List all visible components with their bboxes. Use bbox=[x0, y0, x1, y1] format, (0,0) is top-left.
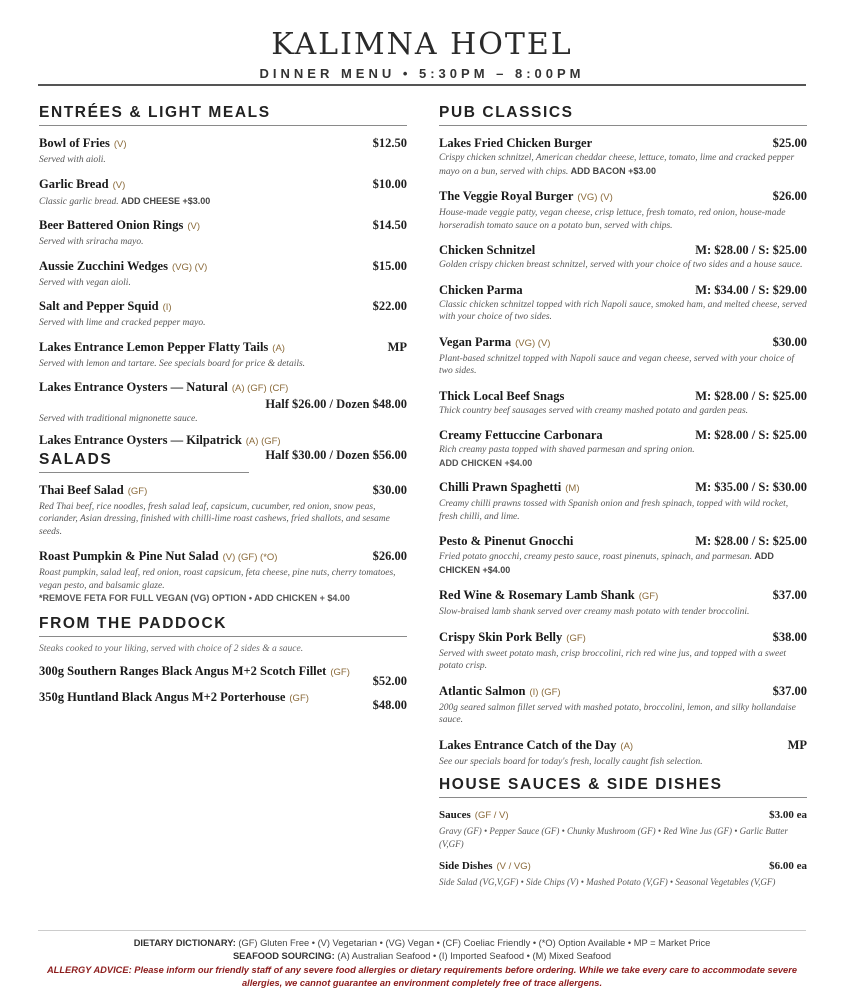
item-tag: (I) bbox=[162, 302, 172, 313]
item-desc: Rich creamy pasta topped with shaved parmesan and spring onion. bbox=[439, 445, 695, 455]
menu-item-oysters-natural bbox=[39, 379, 407, 426]
item-name: Lakes Entrance Catch of the Day bbox=[439, 737, 617, 752]
item-name: Garlic Bread bbox=[39, 176, 109, 191]
paddock-prices bbox=[367, 673, 407, 713]
item-desc: Served with aioli. bbox=[39, 155, 106, 165]
item-tag: (M) bbox=[565, 483, 580, 494]
item-name: Salt and Pepper Squid bbox=[39, 299, 159, 313]
item-name: Bowl of Fries bbox=[39, 136, 110, 150]
item-price: M: $28.00 / S: $25.00 bbox=[695, 428, 807, 442]
section-title-sides: HOUSE SAUCES & SIDE DISHES bbox=[439, 776, 807, 798]
item-price: $38.00 bbox=[772, 629, 807, 644]
item-name: Chicken Parma bbox=[439, 282, 523, 297]
item-tag: (V) bbox=[187, 221, 201, 232]
item-price: $30.00 bbox=[772, 334, 807, 349]
item-price: $26.00 bbox=[772, 189, 807, 203]
item-price: $14.50 bbox=[372, 218, 407, 232]
item-desc: Fried potato gnocchi, creamy pesto sauce, roast pinenuts, spinach, and parmesan. ADD CHICKEN +$4.00 bbox=[439, 551, 774, 575]
item-desc: 200g seared salmon fillet served with mashed potato, broccolini, lemon, and silky hollandaise sauce. bbox=[439, 702, 796, 725]
item-extra: ADD BACON +$3.00 bbox=[570, 165, 656, 176]
item-name: Thai Beef Salad bbox=[39, 482, 124, 497]
menu-item bbox=[39, 135, 407, 167]
item-tag: (VG) (V) bbox=[515, 337, 551, 349]
paddock-note: Steaks cooked to your liking, served with choice of 2 sides & a sauce. bbox=[39, 643, 304, 654]
menu-item bbox=[439, 587, 807, 619]
menu-item bbox=[39, 217, 407, 249]
item-price: $12.50 bbox=[372, 136, 407, 150]
item-desc: Slow-braised lamb shank served over creamy mash potato with tender broccolini. bbox=[439, 607, 750, 617]
item-name: 350g Huntland Black Angus M+2 Porterhouse bbox=[39, 689, 286, 704]
allergy-advice: ALLERGY ADVICE: Please inform our friendly staff of any severe food allergies or dietary requirements before ordering. While we take every care to accommodate severe allergies, we cannot guarantee an environment completely free of trace allergens. bbox=[46, 965, 798, 988]
section-title-entrees: ENTRÉES & LIGHT MEALS bbox=[39, 104, 407, 126]
menu-item bbox=[439, 807, 807, 850]
item-name: Chilli Prawn Spaghetti bbox=[439, 480, 562, 494]
menu-item bbox=[39, 176, 407, 209]
item-desc: Served with traditional mignonette sauce. bbox=[39, 414, 198, 424]
item-tag: (GF) bbox=[127, 485, 148, 497]
item-price: $26.00 bbox=[372, 549, 407, 563]
item-tag: (GF) bbox=[566, 632, 586, 644]
item-tag: (V) bbox=[112, 179, 126, 191]
item-tag: (VG) (V) bbox=[171, 261, 208, 273]
menu-item bbox=[39, 258, 407, 290]
item-name: Side Dishes bbox=[439, 860, 493, 872]
item-name: Vegan Parma bbox=[439, 334, 512, 349]
menu-item bbox=[439, 858, 807, 889]
page-title: KALIMNA HOTEL bbox=[271, 27, 573, 62]
menu-item bbox=[439, 683, 807, 727]
item-name: Lakes Entrance Oysters — Kilpatrick bbox=[39, 432, 242, 447]
item-desc: Served with lime and cracked pepper mayo. bbox=[39, 318, 206, 328]
item-tag: (I) (GF) bbox=[529, 686, 561, 698]
menu-item bbox=[439, 188, 807, 232]
right-column bbox=[439, 104, 807, 897]
item-price: $15.00 bbox=[372, 258, 407, 273]
item-price: $3.00 ea bbox=[769, 809, 807, 821]
item-price: M: $28.00 / S: $25.00 bbox=[695, 243, 807, 257]
item-price: $10.00 bbox=[372, 176, 407, 191]
item-name: Chicken Schnitzel bbox=[439, 243, 536, 257]
item-price: $6.00 ea bbox=[769, 860, 807, 872]
section-title-pub-classics: PUB CLASSICS bbox=[439, 104, 807, 126]
item-desc: Gravy (GF) • Pepper Sauce (GF) • Chunky Mushroom (GF) • Red Wine Jus (GF) • Garlic Butter (V,GF) bbox=[439, 826, 788, 849]
item-extra: ADD CHICKEN +$4.00 bbox=[439, 457, 533, 468]
item-price: M: $35.00 / S: $30.00 bbox=[695, 480, 807, 494]
menu-item bbox=[439, 242, 807, 272]
item-price: $48.00 bbox=[372, 697, 407, 712]
item-tag: (GF / V) bbox=[474, 810, 509, 821]
item-price: M: $28.00 / S: $25.00 bbox=[695, 534, 807, 548]
menu-item bbox=[439, 427, 807, 469]
item-desc: Classic chicken schnitzel topped with rich Napoli sauce, smoked ham, and melted cheese, served with your choice of two sides. bbox=[439, 299, 807, 322]
menu-item bbox=[39, 548, 407, 605]
sides-list bbox=[439, 807, 807, 889]
left-column bbox=[39, 104, 407, 712]
item-desc: House-made veggie patty, vegan cheese, crisp lettuce, fresh tomato, red onion, house-made horseradish tomato sauce on a potato bun, served with chips. bbox=[439, 208, 786, 231]
menu-item bbox=[439, 533, 807, 577]
item-price: Half $26.00 / Dozen $48.00 bbox=[265, 397, 407, 411]
section-title-salads: SALADS bbox=[39, 451, 249, 473]
item-desc: See our specials board for today's fresh, locally caught fish selection. bbox=[439, 756, 703, 767]
seafood-sourcing: SEAFOOD SOURCING: (A) Australian Seafood • (I) Imported Seafood • (M) Mixed Seafood bbox=[232, 951, 612, 961]
item-tag: (V / VG) bbox=[496, 861, 531, 872]
item-name: Pesto & Pinenut Gnocchi bbox=[439, 534, 574, 548]
menu-item bbox=[439, 629, 807, 673]
item-desc: Thick country beef sausages served with creamy mashed potato and garden peas. bbox=[439, 405, 749, 416]
item-name: Lakes Entrance Lemon Pepper Flatty Tails bbox=[39, 339, 269, 354]
item-name: Creamy Fettuccine Carbonara bbox=[439, 428, 603, 442]
menu-item bbox=[439, 479, 807, 523]
menu-item bbox=[439, 334, 807, 378]
header-divider bbox=[38, 84, 806, 86]
item-name: Thick Local Beef Snags bbox=[439, 388, 565, 403]
dietary-dictionary: DIETARY DICTIONARY: (GF) Gluten Free • (V) Vegetarian • (VG) Vegan • (CF) Coeliac Friendly • (*O) Option Available • MP = Market Price bbox=[133, 938, 711, 948]
item-name: Crispy Skin Pork Belly bbox=[439, 629, 563, 644]
item-extra: *REMOVE FETA FOR FULL VEGAN (VG) OPTION • ADD CHICKEN + $4.00 bbox=[39, 593, 350, 603]
item-tag: (A) bbox=[272, 342, 285, 354]
menu-item bbox=[439, 388, 807, 418]
item-tag: (A) (GF) (CF) bbox=[231, 383, 289, 394]
menu-item bbox=[439, 737, 807, 769]
item-desc: Golden crispy chicken breast schnitzel, served with your choice of two sides and a house sauce. bbox=[439, 260, 803, 270]
salads-list bbox=[39, 482, 407, 605]
menu-item-porterhouse bbox=[39, 689, 407, 707]
item-name: The Veggie Royal Burger bbox=[439, 189, 574, 203]
menu-item-scotch-fillet bbox=[39, 663, 407, 681]
item-desc: Classic garlic bread. ADD CHEESE +$3.00 bbox=[39, 195, 211, 207]
item-price: M: $34.00 / S: $29.00 bbox=[695, 282, 807, 297]
item-name: Red Wine & Rosemary Lamb Shank bbox=[439, 588, 635, 602]
item-tag: (GF) bbox=[330, 666, 350, 678]
item-price: $52.00 bbox=[372, 673, 407, 688]
item-desc: Served with lemon and tartare. See specials board for price & details. bbox=[39, 358, 306, 369]
item-tag: (A) bbox=[620, 740, 634, 752]
item-desc: Side Salad (VG,V,GF) • Side Chips (V) • Mashed Potato (V,GF) • Seasonal Vegetables (V,GF) bbox=[439, 877, 776, 887]
item-tag: (A) (GF) bbox=[245, 435, 281, 447]
footer bbox=[38, 930, 806, 990]
item-desc: Red Thai beef, rice noodles, fresh salad leaf, capsicum, cucumber, red onion, snow peas, coriander, Asian dressing, finished with chilli-lime roast cashews, fried shallots, and sesame seeds. bbox=[39, 501, 390, 537]
item-extra: ADD CHICKEN +$4.00 bbox=[439, 551, 774, 575]
item-desc: Served with sriracha mayo. bbox=[39, 237, 144, 247]
item-price: $30.00 bbox=[372, 482, 407, 497]
item-price: $25.00 bbox=[772, 136, 807, 150]
item-price: $37.00 bbox=[772, 683, 807, 698]
menu-item bbox=[439, 282, 807, 324]
item-tag: (V) bbox=[113, 139, 127, 150]
item-name: Sauces bbox=[439, 809, 471, 821]
page-subtitle: DINNER MENU • 5:30PM – 8:00PM bbox=[259, 66, 585, 81]
item-name: 300g Southern Ranges Black Angus M+2 Scotch Fillet bbox=[39, 663, 327, 678]
item-name: Roast Pumpkin & Pine Nut Salad bbox=[39, 549, 219, 563]
item-desc: Served with vegan aioli. bbox=[39, 277, 131, 288]
item-tag: (GF) bbox=[638, 591, 659, 602]
item-desc: Roast pumpkin, salad leaf, red onion, roast capsicum, feta cheese, pine nuts, cherry tomatoes, vegan pesto, and balsamic glaze. bbox=[39, 568, 396, 591]
paddock-list bbox=[39, 663, 407, 712]
item-price: $37.00 bbox=[772, 588, 807, 602]
menu-item bbox=[39, 339, 407, 371]
item-price: MP bbox=[387, 339, 407, 354]
item-extra: ADD CHEESE +$3.00 bbox=[120, 195, 211, 206]
item-tag: (GF) bbox=[289, 692, 309, 704]
menu-header bbox=[0, 26, 844, 81]
entrees-list bbox=[39, 135, 407, 370]
item-price: M: $28.00 / S: $25.00 bbox=[695, 388, 807, 403]
item-desc: Plant-based schnitzel topped with Napoli sauce and vegan cheese, served with your choice of two sides. bbox=[439, 353, 795, 376]
menu-item bbox=[39, 482, 407, 539]
item-name: Beer Battered Onion Rings bbox=[39, 218, 184, 232]
item-name: Lakes Entrance Oysters — Natural bbox=[39, 380, 228, 394]
item-desc: Served with sweet potato mash, crisp broccolini, rich red wine jus, and topped with a sweet potato crisp. bbox=[439, 648, 787, 671]
item-price: MP bbox=[787, 737, 807, 752]
item-name: Atlantic Salmon bbox=[439, 683, 526, 698]
item-tag: (VG) (V) bbox=[577, 192, 613, 203]
menu-item bbox=[439, 135, 807, 178]
pub-classics-list bbox=[439, 135, 807, 768]
item-desc: Crispy chicken schnitzel, American cheddar cheese, lettuce, tomato, lime and cracked pepper mayo on a bun, served with chips. ADD BACON +$3.00 bbox=[439, 153, 795, 177]
item-name: Aussie Zucchini Wedges bbox=[39, 258, 168, 273]
item-name: Lakes Fried Chicken Burger bbox=[439, 136, 593, 150]
item-desc: Creamy chilli prawns tossed with Spanish onion and fresh spinach, topped with wild rocket, fresh chilli, and lime. bbox=[439, 499, 789, 522]
item-tag: (V) (GF) (*O) bbox=[222, 552, 278, 563]
item-price: $22.00 bbox=[372, 299, 407, 313]
item-price: Half $30.00 / Dozen $56.00 bbox=[265, 447, 407, 462]
menu-item bbox=[39, 298, 407, 330]
section-title-paddock: FROM THE PADDOCK bbox=[39, 615, 407, 637]
